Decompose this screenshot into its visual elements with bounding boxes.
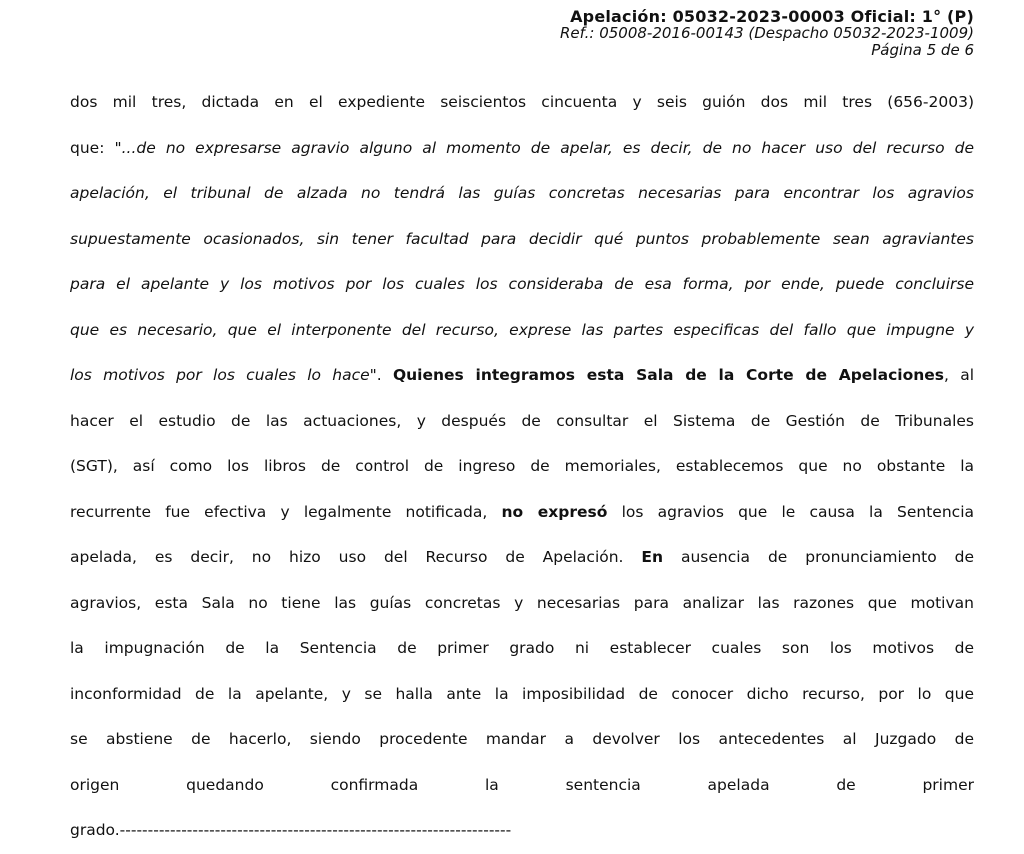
body-line-12: agravios, esta Sala no tiene las guías concretas y necesarias para analizar las razones que motivan (70, 593, 974, 612)
body-line-3: apelación, el tribunal de alzada no tendrá las guías concretas necesarias para encontrar los agravios (70, 184, 974, 202)
word: origen (70, 775, 120, 794)
word: la (485, 775, 499, 794)
body-line-16 (70, 763, 974, 809)
appeal-number: Apelación: 05032-2023-00003 Oficial: 1° (P) (570, 7, 974, 26)
body-line-10 (70, 490, 974, 536)
body-line-6: que es necesario, que el interponente del recurso, exprese las partes especificas del fallo que impugne y (70, 320, 974, 339)
quote-start: ...de no expresarse agravio alguno al momento de apelar, es decir, de no hacer uso del recurso de (121, 138, 974, 157)
body-line-7 (70, 353, 974, 399)
document-body (70, 80, 974, 854)
quote-end: los motivos por los cuales lo hace" (70, 366, 377, 384)
body-line-7-tail: , al (944, 366, 975, 384)
word: primer (922, 775, 974, 794)
body-line-5: para el apelante y los motivos por los cuales los consideraba de esa forma, por ende, puede concluirse (70, 275, 974, 293)
en-emphasis: En (641, 548, 664, 566)
body-line-8: hacer el estudio de las actuaciones, y después de consultar el Sistema de Gestión de Tribunales (70, 411, 974, 430)
body-line-11-a: apelada, es decir, no hizo uso del Recurso de Apelación. (70, 548, 642, 566)
reference-number: Ref.: 05008-2016-00143 (Despacho 05032-2023-1009) (559, 24, 974, 42)
body-line-11 (70, 535, 974, 581)
body-line-7-sep: . (376, 366, 393, 384)
word: confirmada (330, 775, 419, 794)
body-line-13: la impugnación de la Sentencia de primer grado ni establecer cuales son los motivos de (70, 639, 974, 657)
body-line-1: dos mil tres, dictada en el expediente seiscientos cincuenta y seis guión dos mil tres (656-2003) (70, 93, 974, 111)
body-line-15: se abstiene de hacerlo, siendo procedente mandar a devolver los antecedentes al Juzgado de (70, 730, 974, 748)
page-indicator: Página 5 de 6 (871, 41, 974, 59)
word: de (836, 775, 856, 794)
word: apelada (707, 775, 770, 794)
body-line-14: inconformidad de la apelante, y se halla ante la imposibilidad de conocer dicho recurso, por lo que (70, 684, 974, 703)
word: quedando (186, 775, 264, 794)
body-line-4: supuestamente ocasionados, sin tener facultad para decidir qué puntos probablemente sean agraviantes (70, 229, 974, 248)
body-line-10-a: recurrente fue efectiva y legalmente notificada, (70, 502, 502, 521)
body-line-9: (SGT), así como los libros de control de ingreso de memoriales, establecemos que no obstante la (70, 457, 974, 475)
no-expreso-emphasis: no expresó (501, 502, 608, 521)
body-line-2-text: que: " (70, 138, 122, 157)
document-header (560, 8, 974, 59)
body-line-11-c: ausencia de pronunciamiento de (663, 548, 974, 566)
body-line-2 (70, 126, 974, 172)
body-line-17: grado.---------------------------------------------------------------------- (70, 821, 512, 839)
word: sentencia (565, 775, 641, 794)
court-name: Quienes integramos esta Sala de la Corte de Apelaciones (392, 366, 945, 384)
body-line-10-c: los agravios que le causa la Sentencia (607, 502, 974, 521)
